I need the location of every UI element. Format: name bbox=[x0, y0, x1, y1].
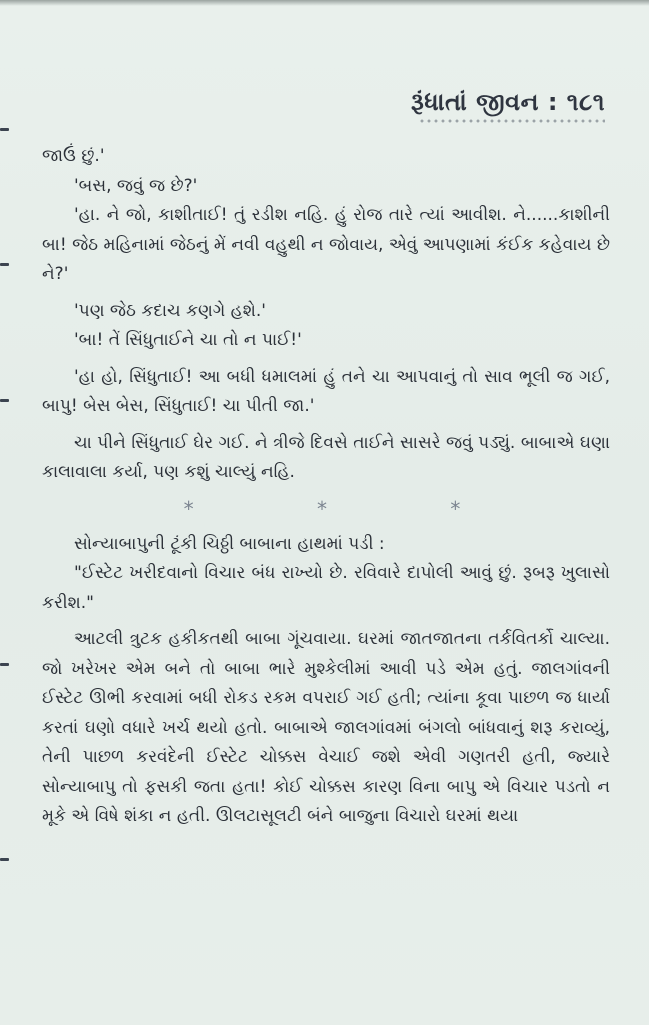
running-title: રૂંધાતાં જીવન : ૧૮૧ bbox=[410, 88, 605, 116]
paragraph: જાઉં છું.' bbox=[42, 146, 105, 166]
binding-mark bbox=[0, 663, 9, 666]
section-separator bbox=[122, 494, 522, 524]
binding-mark bbox=[0, 858, 9, 861]
paragraph: 'પણ જેઠ કદાચ કણગે હશે.' bbox=[74, 300, 266, 321]
paragraph: 'બસ, જવું જ છે?' bbox=[74, 175, 198, 196]
header-underline bbox=[419, 118, 605, 124]
separator-asterisk: * bbox=[450, 496, 461, 521]
paragraph: સોન્યાબાપુની ટૂંકી ચિઠ્ઠી બાબાના હાથમાં પડી : bbox=[74, 533, 385, 554]
binding-mark bbox=[0, 263, 9, 266]
separator-asterisk: * bbox=[183, 496, 194, 521]
paragraph: 'હા. ને જો, કાશીતાઈ! તું રડીશ નહિ. હું રોજ તારે ત્યાં આવીશ. ને......કાશીની બા! જેઠ મહિનામાં જેઠનું મેં નવી વહુથી ન જોવાય, એવું આપણામાં કંઈક કહેવાય છે ને?' bbox=[42, 205, 610, 284]
page-body bbox=[42, 142, 610, 832]
paragraph: ચા પીને સિંધુતાઈ ઘેર ગઈ. ને ત્રીજે દિવસે તાઈને સાસરે જવું પડ્યું. બાબાએ ઘણા કાલાવાલા કર્યા, પણ કશું ચાલ્યું નહિ. bbox=[42, 432, 610, 482]
paragraph: 'હા હો, સિંધુતાઈ! આ બધી ધમાલમાં હું તને ચા આપવાનું તો સાવ ભૂલી જ ગઈ, બાપુ! બેસ બેસ, સિંધુતાઈ! ચા પીતી જા.' bbox=[42, 366, 610, 416]
paragraph: "ઈસ્ટેટ ખરીદવાનો વિચાર બંધ રાખ્યો છે. રવિવારે દાપોલી આવું છું. રૂબરૂ ખુલાસો કરીશ." bbox=[42, 563, 610, 613]
binding-mark bbox=[0, 128, 9, 131]
binding-mark bbox=[0, 399, 9, 402]
page-header bbox=[411, 88, 605, 124]
separator-asterisk: * bbox=[316, 496, 327, 521]
paragraph: 'બા! તેં સિંધુતાઈને ચા તો ન પાઈ!' bbox=[74, 330, 302, 350]
page-top-shadow bbox=[0, 0, 649, 6]
paragraph: આટલી ત્રુટક હકીકતથી બાબા ગૂંચવાયા. ઘરમાં જાતજાતના તર્કવિતર્કો ચાલ્યા. જો ખરેખર એમ બને તો બાબા ભારે મુશ્કેલીમાં આવી પડે એમ હતું. જાલગાંવની ઈસ્ટેટ ઊભી કરવામાં બધી રોકડ રકમ વપરાઈ ગઈ હતી; ત્યાંના કૂવા પાછળ જ ધાર્યા કરતાં ઘણો વધારે ખર્ચ થયો હતો. બાબાએ જાલગાંવમાં બંગલો બાંધવાનું શરૂ કરાવ્યું, તેની પાછળ કરવંદેની ઈસ્ટેટ ચોક્કસ વેચાઈ જશે એવી ગણતરી હતી, જ્યારે સોન્યાબાપુ તો ફસકી જતા હતા! કોઈ ચોક્કસ કારણ વિના બાપુ એ વિચાર પડતો ન મૂકે એ વિષે શંકા ન હતી. ઊલટાસૂલટી બંને બાજુના વિચારો ઘરમાં થયા bbox=[42, 629, 610, 826]
